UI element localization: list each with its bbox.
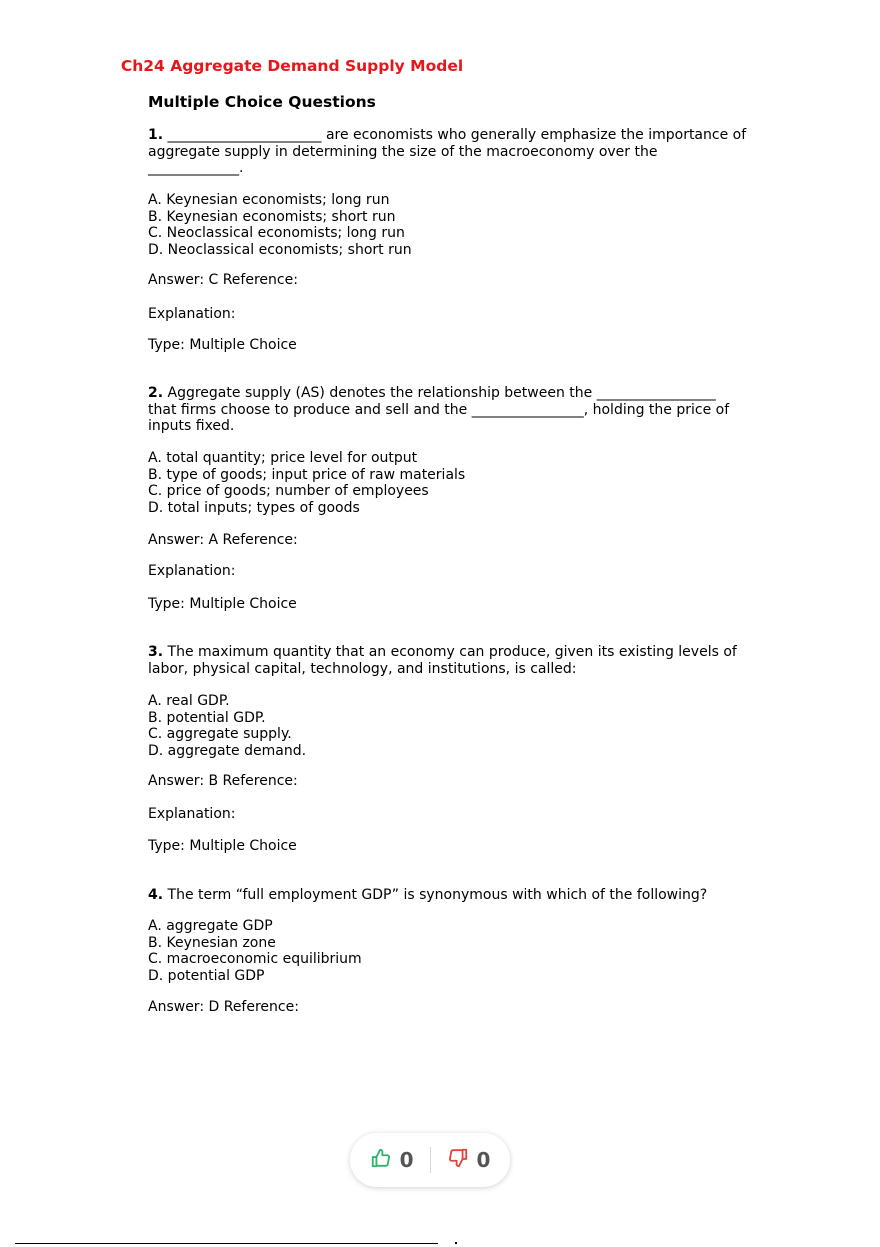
option: D. aggregate demand.: [148, 742, 307, 759]
downvote-count: 0: [476, 1148, 491, 1172]
option: A. total quantity; price level for output: [148, 450, 418, 466]
question-number: 4.: [148, 887, 164, 903]
question-2: [148, 385, 748, 435]
question-type: Type: Multiple Choice: [148, 838, 297, 854]
option: D. potential GDP: [148, 967, 265, 984]
option: D. Neoclassical economists; short run: [148, 241, 412, 258]
thumbs-up-icon: [370, 1147, 392, 1174]
question-number: 1.: [148, 127, 164, 143]
question-4: [148, 887, 748, 904]
option: A. Keynesian economists; long run: [148, 192, 390, 208]
option: C. Neoclassical economists; long run: [148, 225, 405, 241]
answer: Answer: A Reference:: [148, 532, 298, 548]
options-4: [148, 918, 362, 984]
upvote-count: 0: [399, 1148, 414, 1172]
question-1: [148, 127, 748, 177]
vote-bar: [350, 1133, 510, 1187]
question-type: Type: Multiple Choice: [148, 596, 297, 612]
options-2: [148, 450, 465, 516]
question-3: [148, 644, 748, 677]
option: C. macroeconomic equilibrium: [148, 951, 362, 967]
question-text: ______________________ are economists who generally emphasize the importance of aggregate supply in determining the size of the macroeconomy over the _____________.: [148, 127, 747, 176]
question-number: 3.: [148, 644, 164, 660]
downvote-button[interactable]: [447, 1147, 491, 1174]
question-text: The term “full employment GDP” is synonymous with which of the following?: [163, 887, 708, 903]
option: D. total inputs; types of goods: [148, 499, 360, 516]
upvote-button[interactable]: [370, 1147, 414, 1174]
option: A. real GDP.: [148, 693, 230, 709]
options-3: [148, 693, 306, 759]
section-heading: Multiple Choice Questions: [148, 93, 376, 111]
option: B. type of goods; input price of raw materials: [148, 466, 466, 483]
question-text: The maximum quantity that an economy can produce, given its existing levels of labor, physical capital, technology, and institutions, is called:: [148, 644, 737, 677]
explanation: Explanation:: [148, 306, 236, 322]
explanation: Explanation:: [148, 806, 236, 822]
option: A. aggregate GDP: [148, 918, 273, 934]
option: C. aggregate supply.: [148, 726, 292, 742]
option: B. Keynesian economists; short run: [148, 208, 396, 225]
option: C. price of goods; number of employees: [148, 483, 429, 499]
thumbs-down-icon: [447, 1147, 469, 1174]
vote-divider: [430, 1147, 431, 1173]
question-number: 2.: [148, 385, 164, 401]
explanation: Explanation:: [148, 563, 236, 579]
option: B. potential GDP.: [148, 709, 266, 726]
document-title: Ch24 Aggregate Demand Supply Model: [120, 57, 464, 75]
option: B. Keynesian zone: [148, 934, 276, 951]
question-type: Type: Multiple Choice: [148, 337, 297, 353]
options-1: [148, 192, 412, 258]
footer-rule: [15, 1243, 438, 1244]
answer: Answer: B Reference:: [148, 773, 298, 789]
footer-dot: [455, 1242, 457, 1244]
question-text: Aggregate supply (AS) denotes the relationship between the _________________ that firms choose to produce and sell and the ________________, holding the price of inputs fixed.: [148, 385, 730, 434]
answer: Answer: C Reference:: [148, 272, 298, 288]
answer: Answer: D Reference:: [148, 999, 299, 1015]
